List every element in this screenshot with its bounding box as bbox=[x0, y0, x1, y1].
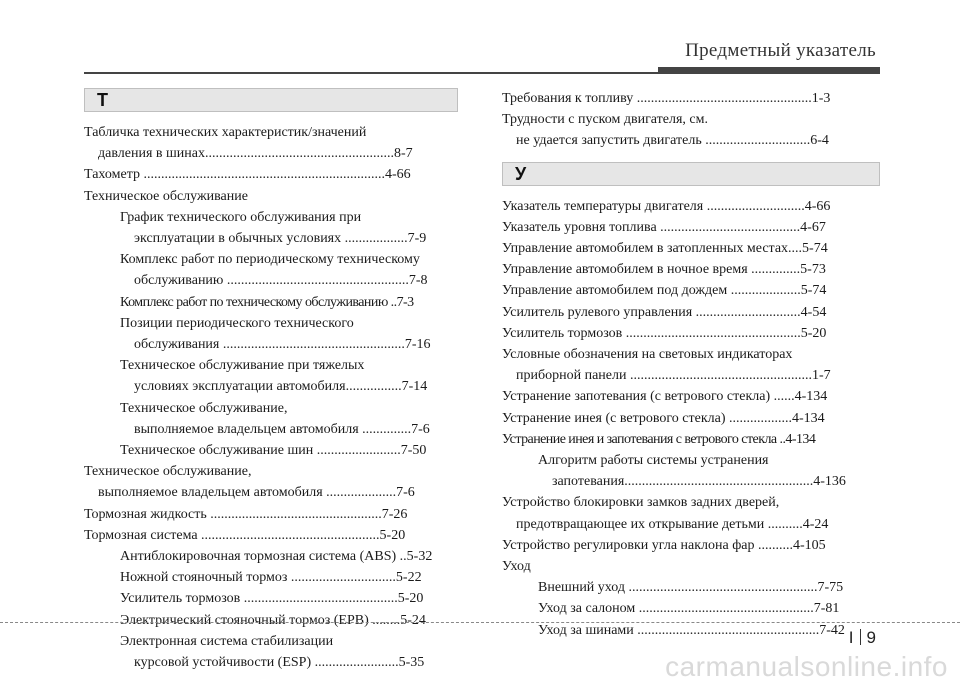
index-entry: приборной панели ....................................................1-7 bbox=[516, 368, 831, 384]
index-entry: Устройство блокировки замков задних дверей, bbox=[502, 495, 780, 511]
index-entry: давления в шинах......................................................8-7 bbox=[98, 146, 413, 162]
index-entry: Устранение инея (с ветрового стекла) ..................4-134 bbox=[502, 410, 825, 426]
index-entry: Уход bbox=[502, 559, 531, 575]
index-entry: Устранение запотевания (с ветрового стекла) ......4-134 bbox=[502, 389, 828, 405]
footer-rule bbox=[0, 622, 960, 623]
page-number-divider bbox=[860, 629, 861, 645]
index-entry: Устройство регулировки угла наклона фар ..........4-105 bbox=[502, 537, 826, 553]
index-entry: курсовой устойчивости (ESP) ........................5-35 bbox=[134, 655, 425, 671]
index-entry: Указатель уровня топлива ........................................4-67 bbox=[502, 219, 826, 235]
index-entry: Тахометр .....................................................................4-66 bbox=[84, 167, 411, 183]
index-entry: Техническое обслуживание, bbox=[84, 464, 252, 480]
index-entry: Техническое обслуживание при тяжелых bbox=[120, 358, 365, 374]
header-rule-accent bbox=[658, 67, 880, 73]
index-entry: Усилитель тормозов ............................................5-20 bbox=[120, 591, 424, 607]
page-number-prefix: I bbox=[848, 628, 854, 647]
index-entry: Комплекс работ по периодическому техническому bbox=[120, 252, 420, 268]
index-entry: Указатель температуры двигателя ............................4-66 bbox=[502, 198, 831, 214]
index-entry: обслуживанию ....................................................7-8 bbox=[134, 273, 428, 289]
index-entries-t-continued bbox=[502, 88, 880, 152]
watermark-text: carmanualsonline.info bbox=[665, 651, 948, 682]
index-entry: Управление автомобилем под дождем ....................5-74 bbox=[502, 283, 827, 299]
index-entry: Техническое обслуживание bbox=[84, 188, 248, 204]
index-entry: условиях эксплуатации автомобиля................7-14 bbox=[134, 379, 428, 395]
index-entry: Табличка технических характеристик/значений bbox=[84, 125, 367, 140]
index-entry: Тормозная жидкость .................................................7-26 bbox=[84, 506, 408, 522]
index-entry: Техническое обслуживание шин ........................7-50 bbox=[120, 443, 427, 459]
index-entry: обслуживания ....................................................7-16 bbox=[134, 337, 431, 353]
index-entry: Уход за шинами ....................................................7-42 bbox=[538, 622, 845, 638]
page-number-value: 9 bbox=[866, 628, 876, 647]
index-entry: выполняемое владельцем автомобиля ....................7-6 bbox=[98, 485, 415, 501]
index-entry: Алгоритм работы системы устранения bbox=[538, 453, 769, 469]
index-entry: Уход за салоном ..................................................7-81 bbox=[538, 601, 840, 617]
index-entry: Управление автомобилем в ночное время ..............5-73 bbox=[502, 262, 826, 278]
index-entry: Устранение инея и запотевания с ветрового стекла ..4-134 bbox=[502, 431, 816, 447]
index-entry: Техническое обслуживание, bbox=[120, 400, 288, 416]
index-entry: Требования к топливу ..................................................1-3 bbox=[502, 91, 831, 106]
page-number bbox=[849, 628, 876, 648]
index-entry: Тормозная система ...................................................5-20 bbox=[84, 527, 406, 543]
index-entry: Внешний уход ......................................................7-75 bbox=[538, 580, 844, 596]
index-entry: Усилитель тормозов ..................................................5-20 bbox=[502, 325, 827, 341]
index-column-left bbox=[84, 88, 458, 673]
index-entry: Электрический стояночный тормоз (EPB) ........5-24 bbox=[120, 612, 426, 628]
index-entry: Электронная система стабилизации bbox=[120, 633, 334, 649]
index-entries-t bbox=[84, 122, 458, 673]
index-entry: предотвращающее их открывание детьми ..........4-24 bbox=[516, 516, 829, 532]
letter-heading-u: У bbox=[502, 162, 880, 186]
index-entry: Условные обозначения на световых индикаторах bbox=[502, 347, 793, 363]
index-entry: эксплуатации в обычных условиях ..................7-9 bbox=[134, 231, 427, 247]
index-entry: Комплекс работ по техническому обслуживанию ..7-3 bbox=[120, 294, 414, 310]
index-entry: Антиблокировочная тормозная система (ABS) ..5-32 bbox=[120, 549, 433, 565]
index-entry: Позиции периодического технического bbox=[120, 315, 354, 331]
index-entry: запотевания......................................................4-136 bbox=[552, 474, 846, 490]
index-entry: Усилитель рулевого управления ..............................4-54 bbox=[502, 304, 827, 320]
index-entry: выполняемое владельцем автомобиля ..............7-6 bbox=[134, 421, 430, 437]
page-header-title: Предметный указатель bbox=[685, 40, 876, 61]
index-entry: Управление автомобилем в затопленных местах....5-74 bbox=[502, 241, 828, 257]
index-entry: не удается запустить двигатель ..............................6-4 bbox=[516, 133, 829, 149]
letter-heading-t: Т bbox=[84, 88, 458, 112]
index-entries-u bbox=[502, 196, 880, 641]
index-entry: Ножной стояночный тормоз ..............................5-22 bbox=[120, 570, 422, 586]
index-column-right bbox=[502, 88, 880, 641]
index-entry: График технического обслуживания при bbox=[120, 209, 362, 225]
index-entry: Трудности с пуском двигателя, см. bbox=[502, 112, 708, 128]
